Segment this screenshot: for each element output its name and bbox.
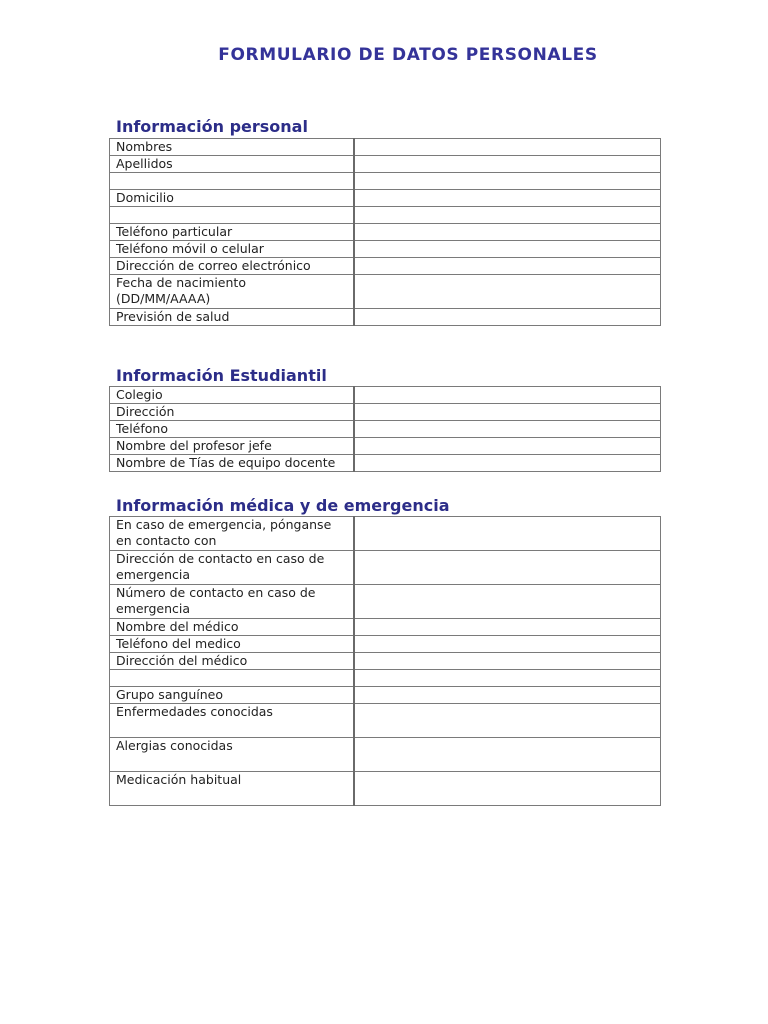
student-info-table	[109, 386, 661, 472]
field-label	[110, 670, 355, 687]
field-label: Teléfono móvil o celular	[110, 241, 355, 258]
form-row	[110, 173, 661, 190]
field-value-cell[interactable]	[354, 309, 661, 326]
field-value-cell[interactable]	[354, 551, 661, 585]
field-value-cell[interactable]	[354, 585, 661, 619]
form-row	[110, 738, 661, 772]
field-label: Teléfono del medico	[110, 636, 355, 653]
form-row	[110, 421, 661, 438]
form-row	[110, 275, 661, 309]
field-label: Alergias conocidas	[110, 738, 355, 772]
field-label: Dirección del médico	[110, 653, 355, 670]
medical-info-table	[109, 516, 661, 806]
form-row	[110, 190, 661, 207]
field-value-cell[interactable]	[354, 704, 661, 738]
form-row	[110, 517, 661, 551]
field-value-cell[interactable]	[354, 421, 661, 438]
form-row	[110, 241, 661, 258]
field-value-cell[interactable]	[354, 190, 661, 207]
form-row	[110, 404, 661, 421]
form-row	[110, 619, 661, 636]
field-value-cell[interactable]	[354, 670, 661, 687]
form-row	[110, 687, 661, 704]
field-value-cell[interactable]	[354, 404, 661, 421]
field-value-cell[interactable]	[354, 517, 661, 551]
form-row	[110, 455, 661, 472]
field-label: En caso de emergencia, pónganse en contacto con	[110, 517, 355, 551]
form-row	[110, 309, 661, 326]
field-label: Teléfono	[110, 421, 355, 438]
form-row	[110, 224, 661, 241]
field-value-cell[interactable]	[354, 258, 661, 275]
field-label: Dirección de correo electrónico	[110, 258, 355, 275]
field-value-cell[interactable]	[354, 275, 661, 309]
field-label: Grupo sanguíneo	[110, 687, 355, 704]
field-value-cell[interactable]	[354, 139, 661, 156]
field-label: Nombre del profesor jefe	[110, 438, 355, 455]
field-label: Dirección	[110, 404, 355, 421]
personal-info-table	[109, 138, 661, 326]
section-heading-student: Información Estudiantil	[116, 366, 327, 385]
field-label: Domicilio	[110, 190, 355, 207]
field-label: Enfermedades conocidas	[110, 704, 355, 738]
page-title: FORMULARIO DE DATOS PERSONALES	[218, 45, 598, 65]
form-row	[110, 653, 661, 670]
field-label: Apellidos	[110, 156, 355, 173]
form-row	[110, 670, 661, 687]
field-label: Fecha de nacimiento (DD/MM/AAAA)	[110, 275, 355, 309]
field-value-cell[interactable]	[354, 241, 661, 258]
field-value-cell[interactable]	[354, 207, 661, 224]
form-row	[110, 207, 661, 224]
field-value-cell[interactable]	[354, 619, 661, 636]
field-label: Previsión de salud	[110, 309, 355, 326]
field-label: Nombre del médico	[110, 619, 355, 636]
field-label	[110, 173, 355, 190]
field-label: Nombres	[110, 139, 355, 156]
form-row	[110, 139, 661, 156]
field-label: Colegio	[110, 387, 355, 404]
form-row	[110, 156, 661, 173]
field-label: Teléfono particular	[110, 224, 355, 241]
form-row	[110, 585, 661, 619]
form-row	[110, 704, 661, 738]
form-row	[110, 387, 661, 404]
field-value-cell[interactable]	[354, 636, 661, 653]
form-row	[110, 772, 661, 806]
field-label: Medicación habitual	[110, 772, 355, 806]
field-value-cell[interactable]	[354, 455, 661, 472]
field-label: Nombre de Tías de equipo docente	[110, 455, 355, 472]
field-value-cell[interactable]	[354, 772, 661, 806]
section-heading-personal: Información personal	[116, 117, 308, 136]
field-value-cell[interactable]	[354, 438, 661, 455]
form-row	[110, 258, 661, 275]
field-label: Dirección de contacto en caso de emergencia	[110, 551, 355, 585]
field-value-cell[interactable]	[354, 156, 661, 173]
field-value-cell[interactable]	[354, 738, 661, 772]
form-row	[110, 551, 661, 585]
form-row	[110, 636, 661, 653]
section-heading-medical: Información médica y de emergencia	[116, 496, 450, 515]
field-value-cell[interactable]	[354, 173, 661, 190]
field-label	[110, 207, 355, 224]
field-value-cell[interactable]	[354, 224, 661, 241]
field-value-cell[interactable]	[354, 653, 661, 670]
field-value-cell[interactable]	[354, 387, 661, 404]
field-label: Número de contacto en caso de emergencia	[110, 585, 355, 619]
field-value-cell[interactable]	[354, 687, 661, 704]
form-row	[110, 438, 661, 455]
